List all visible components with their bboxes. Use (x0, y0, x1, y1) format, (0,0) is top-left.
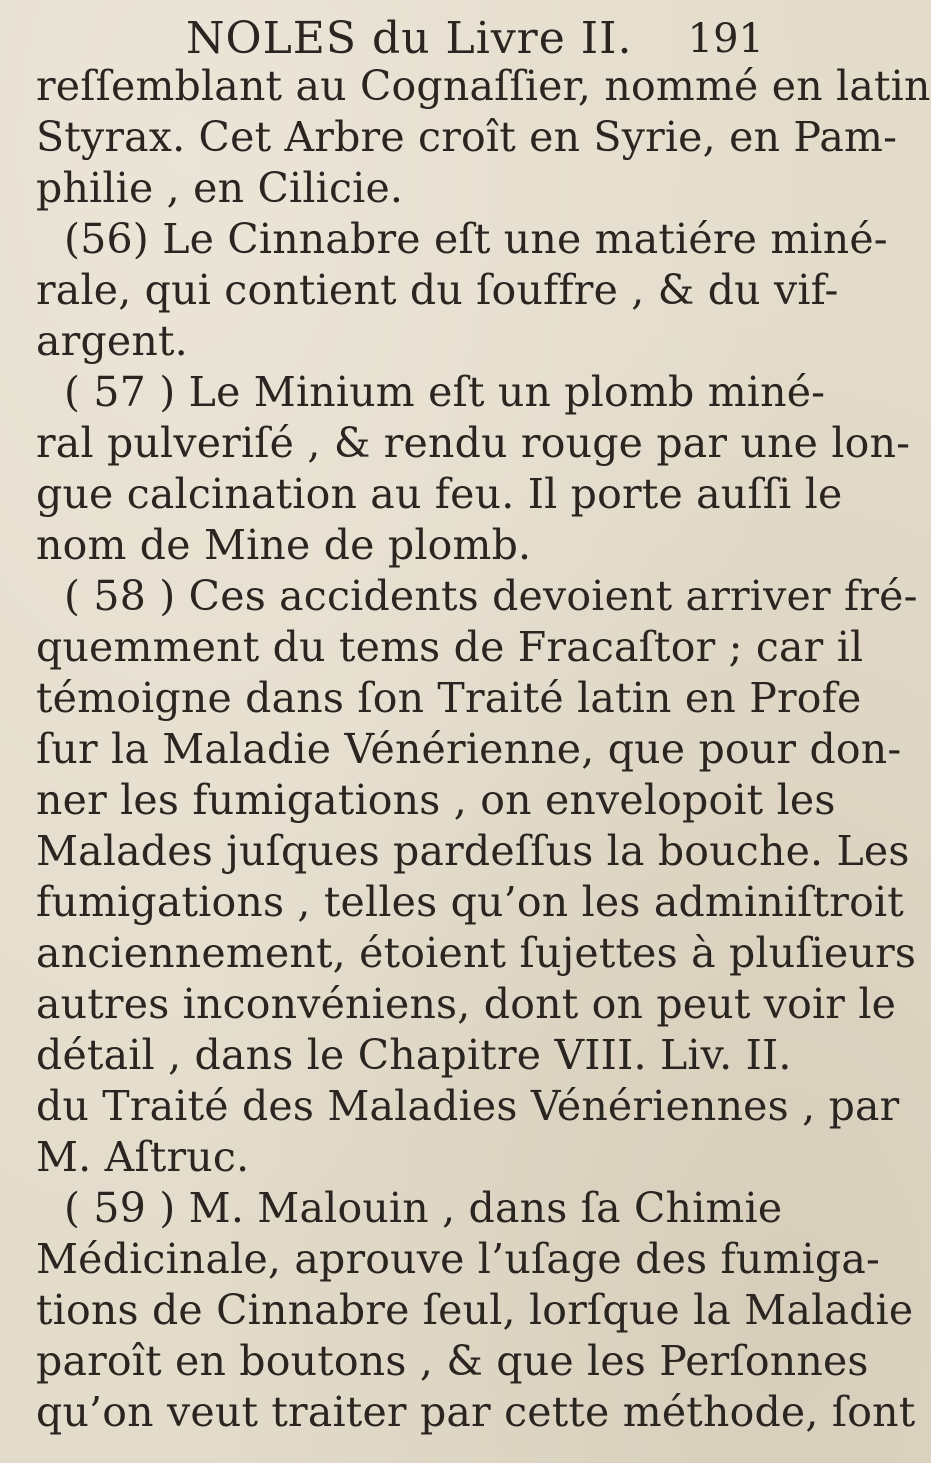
page-number: 191 (687, 16, 764, 62)
text-line: ral pulveriſé , & rendu rouge par une lon- (36, 419, 911, 467)
text-line: ſur la Maladie Vénérienne, que pour don- (36, 725, 902, 773)
note-59-start: ( 59 ) M. Malouin , dans ſa Chimie (64, 1184, 783, 1232)
text-line: autres inconvéniens, dont on peut voir le (36, 980, 897, 1028)
note-58-start: ( 58 ) Ces accidents devoient arriver fré- (64, 572, 918, 620)
text-line: paroît en boutons , & que les Perſonnes (36, 1337, 869, 1385)
running-title: NOLES du Livre II. (186, 13, 633, 64)
text-line: témoigne dans ſon Traité latin en Profe (36, 674, 862, 722)
text-line: tions de Cinnabre ſeul, lorſque la Maladie (36, 1286, 914, 1334)
text-line: M. Aſtruc. (36, 1133, 250, 1181)
text-line: nom de Mine de plomb. (36, 521, 532, 569)
text-line: Styrax. Cet Arbre croît en Syrie, en Pam- (36, 113, 898, 161)
text-line: Malades juſques pardeſſus la bouche. Les (36, 827, 910, 875)
text-line: ner les fumigations , on envelopoit les (36, 776, 836, 824)
text-line: qu’on veut traiter par cette méthode, ſont (36, 1388, 916, 1436)
text-line: rale, qui contient du ſouffre , & du vif- (36, 266, 839, 314)
text-line: anciennement, étoient ſujettes à pluſieurs (36, 929, 917, 977)
text-line: détail , dans le Chapitre VIII. Liv. II. (36, 1031, 792, 1079)
text-line: quemment du tems de Fracaſtor ; car il (36, 623, 864, 671)
text-line: Médicinale, aprouve l’uſage des fumiga- (36, 1235, 881, 1283)
text-line: fumigations , telles qu’on les adminiſtroit (36, 878, 904, 926)
note-56-start: (56) Le Cinnabre eſt une matiére miné- (64, 215, 888, 263)
note-57-start: ( 57 ) Le Minium eſt un plomb miné- (64, 368, 826, 416)
text-line: argent. (36, 317, 188, 365)
text-line: gue calcination au feu. Il porte auſſi le (36, 470, 843, 518)
text-line: philie , en Cilicie. (36, 164, 404, 212)
text-line: du Traité des Maladies Vénériennes , par (36, 1082, 900, 1130)
text-line: reſſemblant au Cognaſſier, nommé en latin (36, 62, 931, 110)
